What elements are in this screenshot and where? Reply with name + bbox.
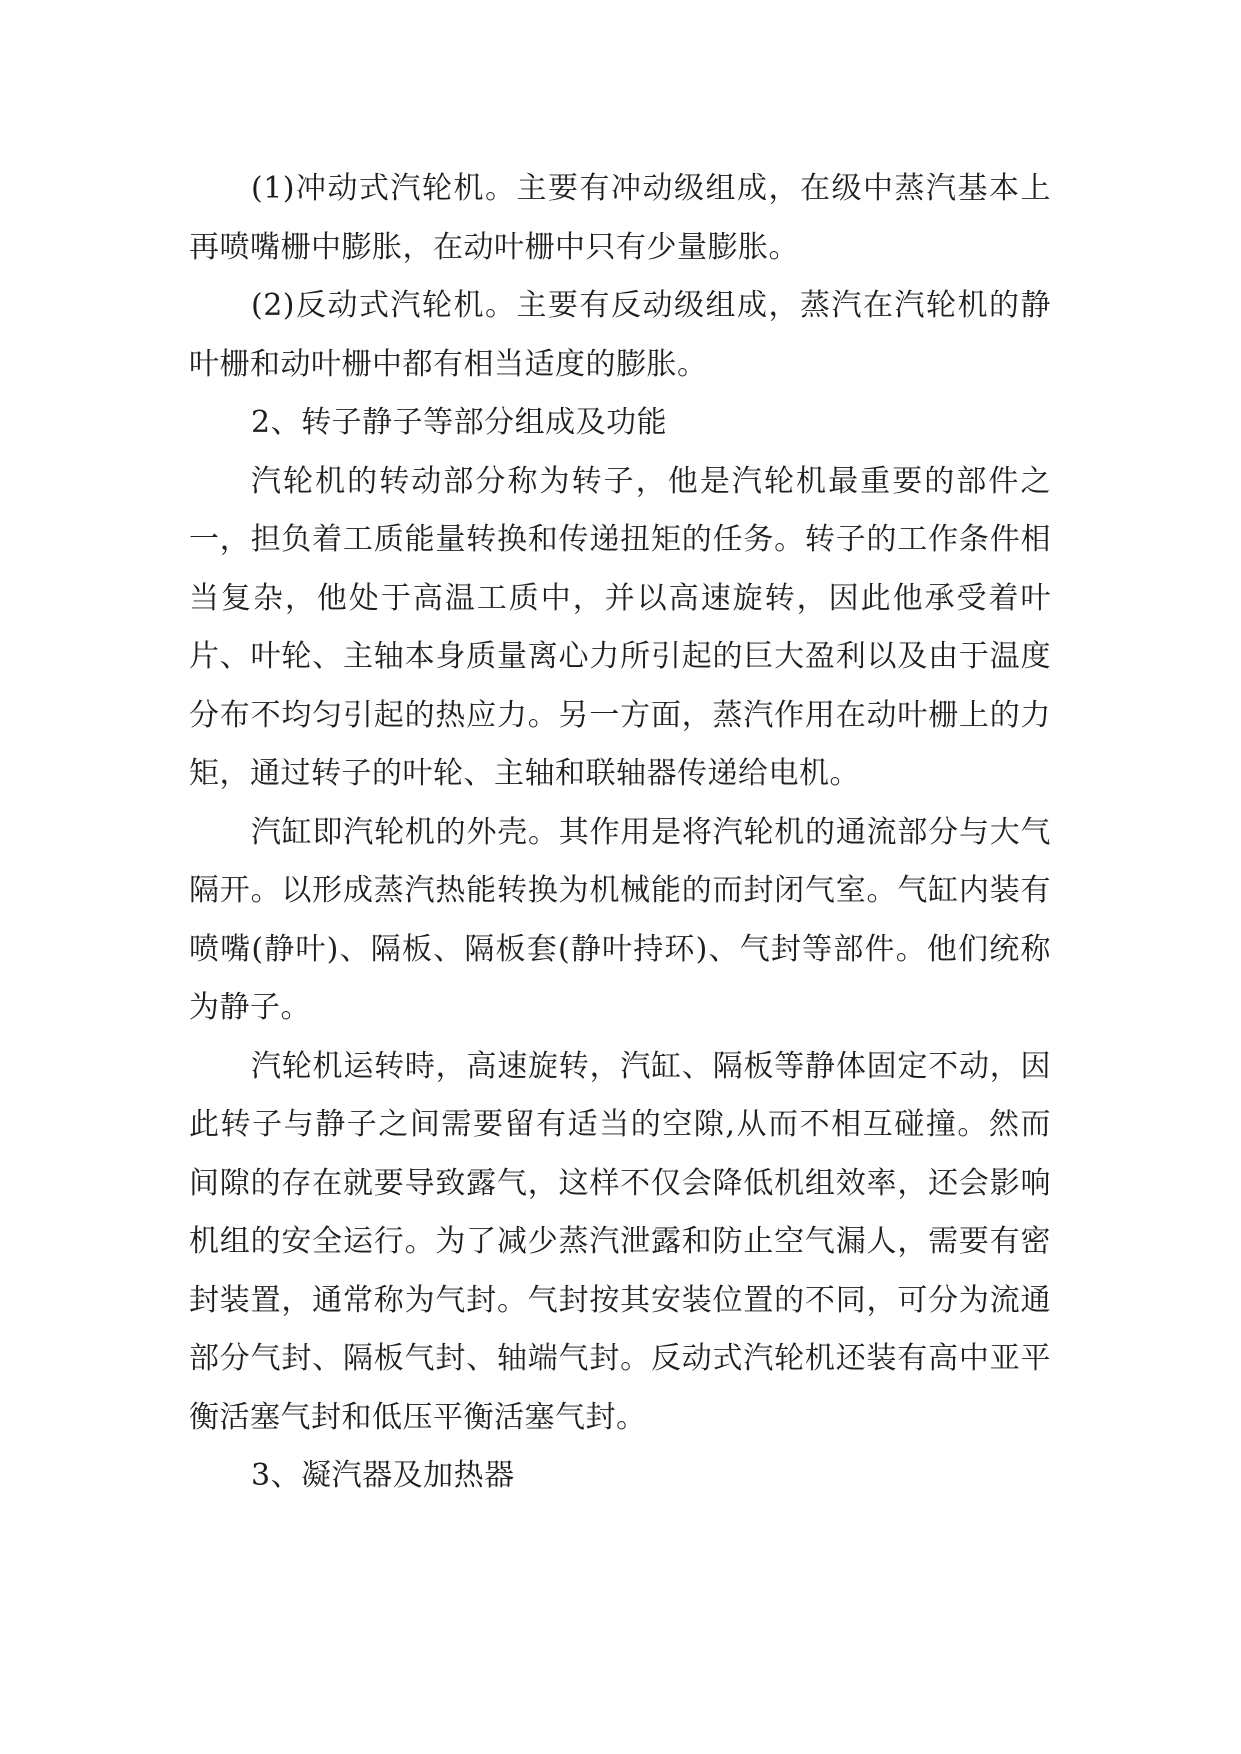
document-body — [189, 160, 1051, 1506]
paragraph-impulse-turbine: (1)冲动式汽轮机。主要有冲动级组成，在级中蒸汽基本上再喷嘴栅中膨胀，在动叶栅中只有少量膨胀。 — [189, 171, 1051, 265]
paragraph-rotor: 汽轮机的转动部分称为转子，他是汽轮机最重要的部件之一，担负着工质能量转换和传递扭矩的任务。转子的工作条件相当复杂，他处于高温工质中，并以高速旋转，因此他承受着叶片、叶轮、主轴本身质量离心力所引起的巨大盈利以及由于温度分布不均匀引起的热应力。另一方面，蒸汽作用在动叶栅上的力矩，通过转子的叶轮、主轴和联轴器传递给电机。 — [189, 463, 1051, 791]
paragraph-reaction-turbine: (2)反动式汽轮机。主要有反动级组成，蒸汽在汽轮机的静叶栅和动叶栅中都有相当适度的膨胀。 — [189, 288, 1051, 382]
section-heading-rotor-stator: 2、转子静子等部分组成及功能 — [251, 405, 668, 440]
paragraph-cylinder: 汽缸即汽轮机的外壳。其作用是将汽轮机的通流部分与大气隔开。以形成蒸汽热能转换为机械能的而封闭气室。气缸内装有喷嘴(静叶)、隔板、隔板套(静叶持环)、气封等部件。他们统称为静子。 — [189, 814, 1051, 1025]
paragraph-seals: 汽轮机运转時，高速旋转，汽缸、隔板等静体固定不动，因此转子与静子之间需要留有适当的空隙,从而不相互碰撞。然而间隙的存在就要导致露气，这样不仅会降低机组效率，还会影响机组的安全运行。为了减少蒸汽泄露和防止空气漏人，需要有密封装置，通常称为气封。气封按其安装位置的不同，可分为流通部分气封、隔板气封、轴端气封。反动式汽轮机还装有高中亚平衡活塞气封和低压平衡活塞气封。 — [189, 1048, 1051, 1435]
section-heading-condenser-heater: 3、凝汽器及加热器 — [251, 1458, 515, 1493]
